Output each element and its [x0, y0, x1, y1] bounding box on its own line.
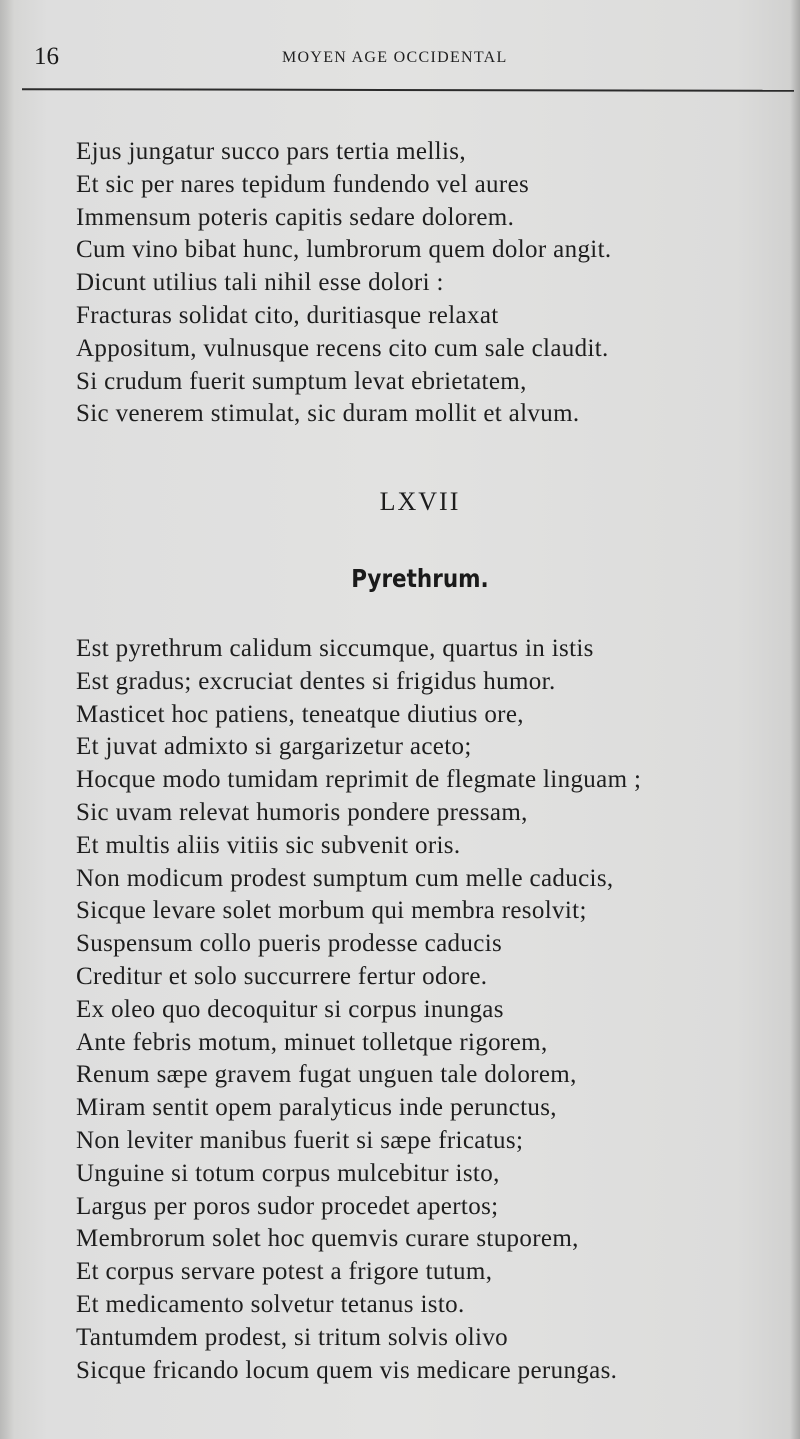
running-head: MOYEN AGE OCCIDENTAL — [282, 49, 508, 66]
verse-line: Est pyrethrum calidum siccumque, quartus in istis — [76, 635, 594, 662]
verse-line: Sicque levare solet morbum qui membra resolvit; — [76, 897, 587, 925]
page-right-edge-shadow — [790, 0, 800, 1439]
verse-line: Largus per poros sudor procedet apertos; — [76, 1192, 499, 1220]
verse-line: Creditur et solo succurrere fertur odore. — [76, 962, 488, 990]
page-header — [0, 40, 800, 74]
verse-line: Si crudum fuerit sumptum levat ebrietatem, — [76, 367, 527, 395]
verse-line: Appositum, vulnusque recens cito cum sale claudit. — [76, 334, 609, 362]
verse-line: Non modicum prodest sumptum cum melle caducis, — [76, 864, 614, 892]
verse-line: Cum vino bibat hunc, lumbrorum quem dolor angit. — [76, 236, 612, 264]
section-title: Pyrethrum. — [351, 564, 489, 593]
verse-line: Hocque modo tumidam reprimit de flegmate linguam ; — [76, 766, 642, 794]
verse-line: Sicque fricando locum quem vis medicare perungas. — [76, 1356, 618, 1384]
verse-line: Sic uvam relevat humoris pondere pressam, — [76, 798, 528, 826]
verse-line: Et corpus servare potest a frigore tutum, — [76, 1258, 493, 1286]
verse-line: Ex oleo quo decoquitur si corpus inungas — [76, 995, 504, 1023]
verse-line: Est gradus; excruciat dentes si frigidus humor. — [76, 667, 556, 695]
verse-block-pyrethrum — [76, 633, 641, 1387]
verse-line: Dicunt utilius tali nihil esse dolori : — [76, 269, 444, 297]
page-number: 16 — [34, 43, 59, 70]
verse-line: Miram sentit opem paralyticus inde perunctus, — [76, 1094, 557, 1122]
verse-line: Suspensum collo pueris prodesse caducis — [76, 930, 503, 958]
header-rule — [22, 88, 794, 92]
verse-line: Et medicamento solvetur tetanus isto. — [76, 1290, 465, 1318]
verse-line: Ante febris motum, minuet tolletque rigorem, — [76, 1028, 548, 1056]
verse-line: Ejus jungatur succo pars tertia mellis, — [76, 138, 466, 165]
verse-line: Et multis aliis vitiis sic subvenit oris. — [76, 831, 461, 859]
verse-line: Membrorum solet hoc quemvis curare stuporem, — [76, 1225, 579, 1253]
verse-line: Unguine si totum corpus mulcebitur isto, — [76, 1159, 500, 1187]
verse-line: Masticet hoc patiens, teneatque diutius ore, — [76, 700, 524, 728]
verse-line: Renum sæpe gravem fugat unguen tale dolorem, — [76, 1061, 577, 1089]
verse-line: Non leviter manibus fuerit si sæpe fricatus; — [76, 1126, 524, 1154]
section-number: LXVII — [379, 487, 461, 516]
verse-line: Sic venerem stimulat, sic duram mollit et alvum. — [76, 400, 580, 428]
verse-block-continued — [76, 136, 612, 431]
verse-line: Fracturas solidat cito, duritiasque relaxat — [76, 301, 499, 329]
page-left-edge-shadow — [0, 0, 14, 1439]
verse-line: Tantumdem prodest, si tritum solvis olivo — [76, 1323, 509, 1351]
verse-line: Immensum poteris capitis sedare dolorem. — [76, 203, 515, 231]
verse-line: Et juvat admixto si gargarizetur aceto; — [76, 733, 472, 761]
verse-line: Et sic per nares tepidum fundendo vel aures — [76, 170, 530, 198]
